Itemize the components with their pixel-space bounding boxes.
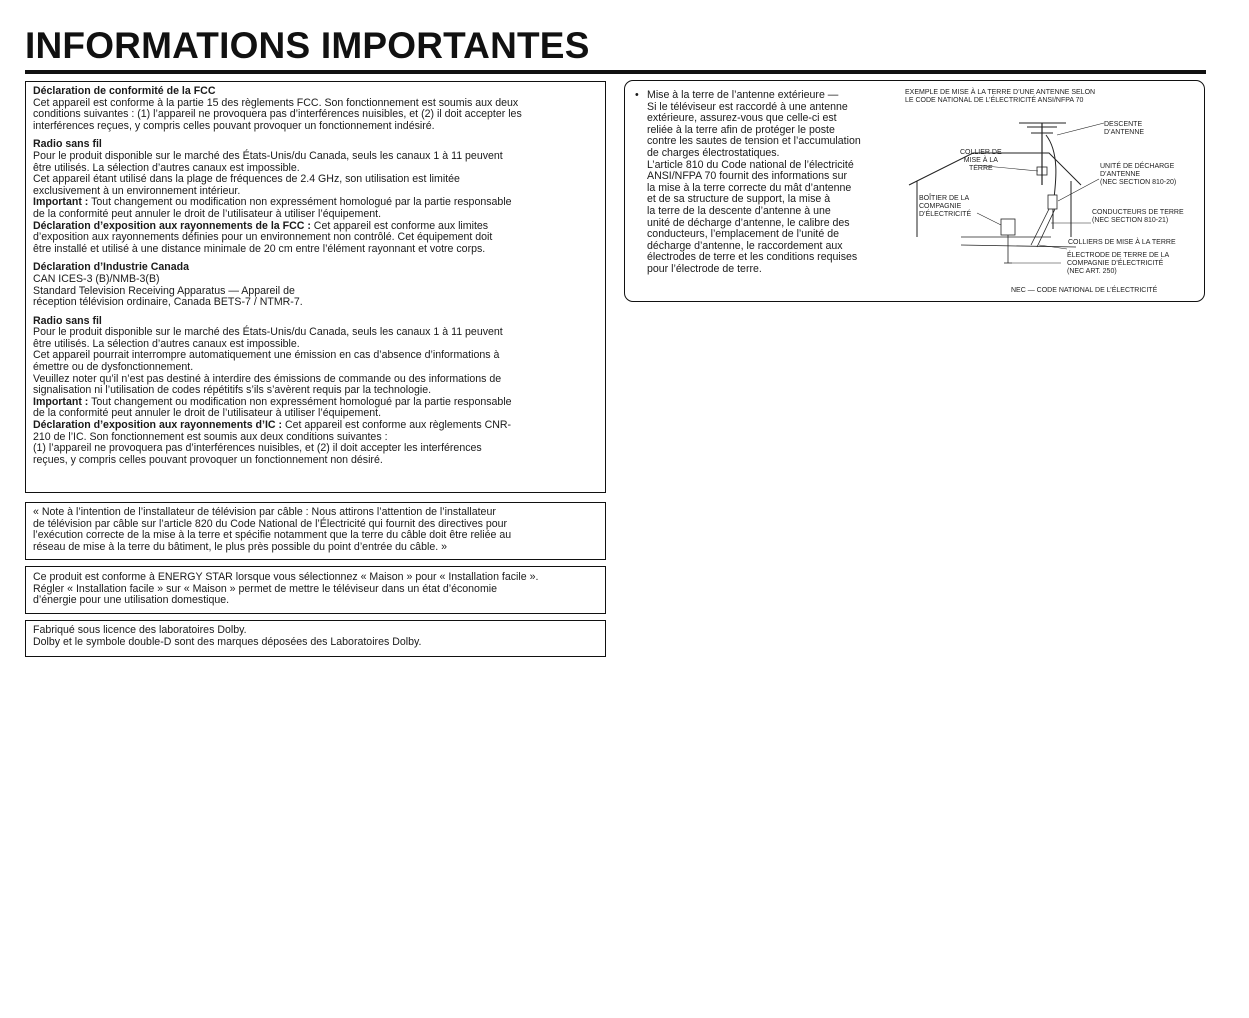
ic-heading: Déclaration d’Industrie Canada: [33, 261, 189, 274]
antenna-line: pour l’électrode de terre.: [647, 262, 762, 275]
radio-heading: Radio sans fil: [33, 314, 102, 327]
antenna-line: et de sa structure de support, la mise à: [647, 193, 831, 206]
exposure-label: Déclaration d’exposition aux rayonnements d’IC :: [33, 419, 283, 432]
regulatory-box: [25, 81, 606, 493]
radio-line: Cet appareil pourrait interrompre automatiquement une émission en cas d’absence d’informations à: [33, 349, 500, 362]
fcc-line: Cet appareil est conforme à la partie 15 des règlements FCC. Son fonctionnement est soumis aux deux: [33, 96, 519, 109]
important-text: Tout changement ou modification non expressément homologué par la partie responsable: [88, 196, 512, 209]
title-rule: [25, 70, 1206, 74]
exposure-text: reçues, y compris celles pouvant provoquer un fonctionnement non désiré.: [33, 453, 383, 466]
antenna-line: décharge d’antenne, le raccordement aux: [647, 239, 843, 252]
important-text: de la conformité peut annuler le droit de l’utilisateur à utiliser l’équipement.: [33, 407, 382, 420]
antenna-first-line: [635, 90, 899, 102]
dolby-note: [25, 620, 606, 657]
antenna-line: électrodes de terre et les conditions requises: [647, 251, 858, 264]
cable-line: l’exécution correcte de la mise à la terre et spécifie notamment que la terre du câble doit être reliée au: [33, 529, 512, 542]
antenna-grounding-box: [624, 80, 1205, 302]
ic-line: Standard Television Receiving Apparatus — Appareil de: [33, 284, 295, 297]
exposure-text: Cet appareil est conforme aux limites: [310, 219, 489, 232]
fcc-heading: Déclaration de conformité de la FCC: [33, 85, 216, 97]
radio-line: être utilisés. La sélection d’autres canaux est impossible.: [33, 337, 300, 350]
antenna-line: ANSI/NFPA 70 fournit des informations sur: [647, 170, 847, 183]
label-conducteurs: CONDUCTEURS DE TERRE (NEC SECTION 810-21): [1092, 209, 1184, 224]
diagram-title: EXEMPLE DE MISE À LA TERRE D’UNE ANTENNE SELON LE CODE NATIONAL DE L’ÉLECTRICITÉ ANSI/NFPA 70: [905, 89, 1096, 104]
label-electrode: ÉLECTRODE DE TERRE DE LA COMPAGNIE D’ÉLECTRICITÉ (NEC ART. 250): [1067, 252, 1170, 275]
radio-heading: Radio sans fil: [33, 138, 102, 151]
antenna-line: Si le téléviseur est raccordé à une antenne: [647, 100, 848, 113]
exposure-text: 210 de l’IC. Son fonctionnement est soumis aux deux conditions suivantes :: [33, 430, 388, 443]
bullet-icon: •: [635, 89, 639, 101]
cable-installer-note: [25, 502, 606, 560]
cable-line: « Note à l’intention de l’installateur de télévision par câble : Nous attirons l’attention de l’installateur: [33, 506, 496, 518]
important-text: de la conformité peut annuler le droit de l’utilisateur à utiliser l’équipement.: [33, 207, 382, 220]
cable-line: réseau de mise à la terre du bâtiment, le plus près possible du point d’entrée du câble. »: [33, 540, 447, 553]
antenna-line: conducteurs, l’emplacement de l’unité de: [647, 228, 839, 241]
antenna-line: de charges électrostatiques.: [647, 146, 780, 159]
important-text: Tout changement ou modification non expressément homologué par la partie responsable: [88, 395, 512, 408]
antenna-line: la terre de la descente d’antenne à une: [647, 204, 831, 217]
radio-line: Pour le produit disponible sur le marché des États-Unis/du Canada, seuls les canaux 1 à 11 peuvent: [33, 326, 503, 339]
energy-line: Ce produit est conforme à ENERGY STAR lorsque vous sélectionnez « Maison » pour « Installation facile ».: [33, 571, 539, 583]
grounding-diagram: [901, 87, 1201, 299]
exposure-text: Cet appareil est conforme aux règlements CNR-: [282, 419, 512, 432]
cable-line: de télévision par câble sur l’article 820 du Code National de l’Électricité qui fournit des directives pour: [33, 517, 508, 530]
antenna-line: extérieure, assurez-vous que celle-ci est: [647, 112, 837, 125]
dolby-line: Dolby et le symbole double-D sont des marques déposées des Laboratoires Dolby.: [33, 635, 422, 648]
energy-star-note: [25, 566, 606, 614]
radio-line: émettre ou de dysfonctionnement.: [33, 361, 194, 374]
exposure-note: [33, 420, 598, 432]
antenna-line: unité de décharge d’antenne, le calibre des: [647, 216, 850, 229]
radio-line: exclusivement à un environnement intérieur.: [33, 184, 241, 197]
important-label: Important :: [33, 196, 89, 209]
antenna-text: [635, 90, 899, 276]
ic-line: CAN ICES-3 (B)/NMB-3(B): [33, 272, 160, 285]
exposure-text: être installé et utilisé à une distance minimale de 20 cm entre l’élément rayonnant et votre corps.: [33, 242, 486, 255]
radio-line: être utilisés. La sélection d’autres canaux est impossible.: [33, 161, 300, 174]
radio-line: signalisation ni l’utilisation de codes répétitifs s’ils s’avèrent requis par la technologie.: [33, 384, 432, 397]
ic-line: réception télévision ordinaire, Canada BETS-7 / NTMR-7.: [33, 296, 303, 309]
radio-line: Veuillez noter qu’il n’est pas destiné à interdire des émissions de commande ou des informations de: [33, 372, 502, 385]
exposure-text: d’exposition aux rayonnements définies pour un environnement non contrôlé. Cet équipement doit: [33, 231, 493, 244]
label-collier: COLLIER DE MISE À LA TERRE: [960, 149, 1002, 172]
label-nec: NEC — CODE NATIONAL DE L’ÉLECTRICITÉ: [1011, 287, 1158, 294]
exposure-text: (1) l’appareil ne provoquera pas d’interférences nuisibles, et (2) il doit accepter les interférences: [33, 442, 482, 455]
antenna-line: reliée à la terre afin de protéger le poste: [647, 123, 835, 136]
energy-line: Régler « Installation facile » sur « Maison » permet de mettre le téléviseur dans un état d’économie: [33, 582, 498, 595]
label-descente: DESCENTE D’ANTENNE: [1104, 121, 1145, 136]
fcc-line: conditions suivantes : (1) l’appareil ne provoquera pas d’interférences nuisibles, et (2) il doit accepter les: [33, 108, 522, 121]
page-title: INFORMATIONS IMPORTANTES: [25, 25, 590, 66]
antenna-line: la mise à la terre correcte du mât d’antenne: [647, 181, 852, 194]
important-label: Important :: [33, 395, 89, 408]
antenna-line: Mise à la terre de l’antenne extérieure —: [647, 89, 839, 101]
fcc-line: interférences reçues, y compris celles pouvant provoquer un fonctionnement indésiré.: [33, 119, 435, 132]
antenna-line: L’article 810 du Code national de l’électricité: [647, 158, 854, 171]
label-unite: UNITÉ DE DÉCHARGE D’ANTENNE (NEC SECTION 810-20): [1100, 163, 1177, 186]
radio-line: Cet appareil étant utilisé dans la plage de fréquences de 2.4 GHz, son utilisation est limitée: [33, 173, 460, 186]
label-boitier: BOÎTIER DE LA COMPAGNIE D’ÉLECTRICITÉ: [919, 195, 972, 218]
radio-line: Pour le produit disponible sur le marché des États-Unis/du Canada, seuls les canaux 1 à 11 peuvent: [33, 149, 503, 162]
dolby-line: Fabriqué sous licence des laboratoires Dolby.: [33, 624, 247, 636]
antenna-line: contre les sautes de tension et l’accumulation: [647, 135, 861, 148]
exposure-label: Déclaration d’exposition aux rayonnements de la FCC :: [33, 219, 311, 232]
label-colliers: COLLIERS DE MISE À LA TERRE: [1068, 239, 1176, 246]
energy-line: d’énergie pour une utilisation domestique.: [33, 594, 230, 607]
